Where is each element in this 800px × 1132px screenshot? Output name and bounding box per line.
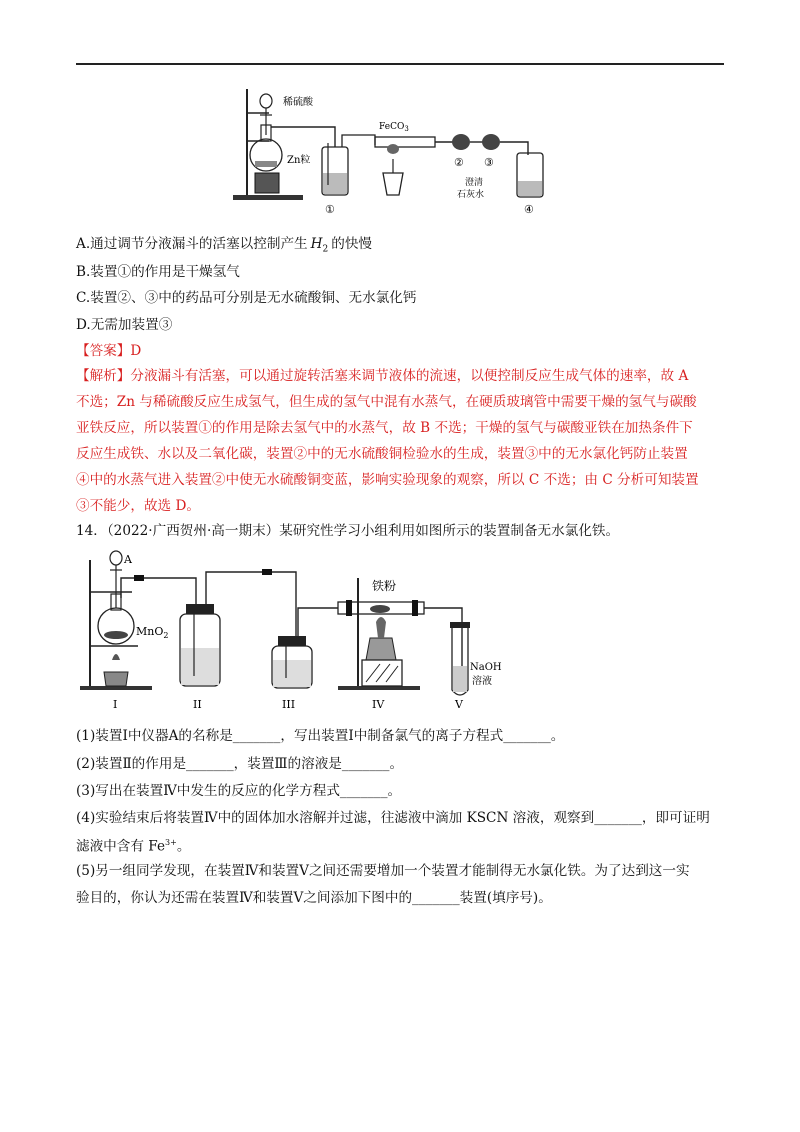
numeral-iv: IV	[372, 698, 385, 711]
numeral-iii: III	[282, 698, 296, 711]
label-dilute-sulfuric-acid: 稀硫酸	[283, 97, 313, 108]
label-naoh: NaOH	[470, 662, 502, 673]
label-feco3: FeCO$_3$	[379, 122, 409, 133]
sub-question-5-line-2: 验目的，你认为还需在装置Ⅳ和装置Ⅴ之间添加下图中的_______装置(填序号)。	[76, 890, 552, 906]
explanation: 【解析】分液漏斗有活塞，可以通过旋转活塞来调节液体的流速，以便控制反应生成气体的速率，故 A 不选；Zn 与稀硫酸反应生成氢气，但生成的氢气中混有水蒸气，在硬质玻璃管中需要干燥的氢气与碳酸 亚铁反应，所以装置①的作用是除去氢气中的水蒸气，故 B 不选；干燥的氢气与碳酸亚铁在加热条件下 反应生成铁、水以及二氧化碳，装置②中的无水硫酸铜检验水的生成，装置③中的无水氯化钙防止装置 ④中的水蒸气进入装置②中使无水硫酸铜变蓝，影响实验现象的观察，所以 C 不选；由 C 分析可知装置 ③不能少，故选 D。	[76, 368, 699, 514]
sub-question-4-line-1: (4)实验结束后将装置Ⅳ中的固体加水溶解并过滤，往滤液中滴加 KSCN 溶液，观察到_______，即可证明	[76, 810, 710, 826]
figure-chlorine-fecl3-apparatus	[76, 548, 516, 713]
option-b: B.装置①的作用是干燥氢气	[76, 264, 240, 280]
option-a: A.通过调节分液漏斗的活塞以控制产生 $H_2$ 的快慢	[76, 236, 373, 255]
mark-3: ③	[484, 156, 494, 169]
option-d: D.无需加装置③	[76, 317, 173, 333]
mark-4: ④	[524, 203, 534, 216]
label-mno2: MnO$_2$	[136, 625, 169, 640]
sub-question-2: (2)装置Ⅱ的作用是_______，装置Ⅲ的溶液是_______。	[76, 756, 404, 772]
numeral-v: V	[455, 698, 463, 711]
sub-question-4-line-2: 滤液中含有 $Fe^{3+}$。	[76, 838, 191, 855]
answer: 【答案】D	[76, 343, 142, 359]
label-iron-powder: 铁粉	[372, 579, 397, 593]
numeral-ii: II	[193, 698, 202, 711]
label-solution: 溶液	[472, 676, 492, 687]
explanation-tag: 【解析】	[76, 368, 131, 384]
figure-hydrogen-feco3-apparatus	[225, 85, 555, 220]
option-c: C.装置②、③中的药品可分别是无水硫酸铜、无水氯化钙	[76, 290, 417, 306]
label-limewater-1: 澄清	[465, 178, 484, 188]
mark-1: ①	[325, 203, 335, 216]
label-limewater-2: 石灰水	[457, 190, 485, 200]
sub-question-1: (1)装置Ⅰ中仪器A的名称是_______，写出装置Ⅰ中制备氯气的离子方程式_______。	[76, 728, 565, 744]
question-14-stem: 14．（2022·广西贺州·高一期末）某研究性学习小组利用如图所示的装置制备无水氯化铁。	[76, 523, 620, 539]
numeral-i: I	[113, 698, 118, 711]
sub-question-3: (3)写出在装置Ⅳ中发生的反应的化学方程式_______。	[76, 783, 402, 799]
label-a: A	[124, 553, 132, 566]
mark-2: ②	[454, 156, 464, 169]
label-zn: Zn粒	[287, 155, 311, 166]
header-rule	[76, 63, 724, 65]
sub-question-5-line-1: (5)另一组同学发现，在装置Ⅳ和装置Ⅴ之间还需要增加一个装置才能制得无水氯化铁。为了达到这一实	[76, 863, 690, 879]
